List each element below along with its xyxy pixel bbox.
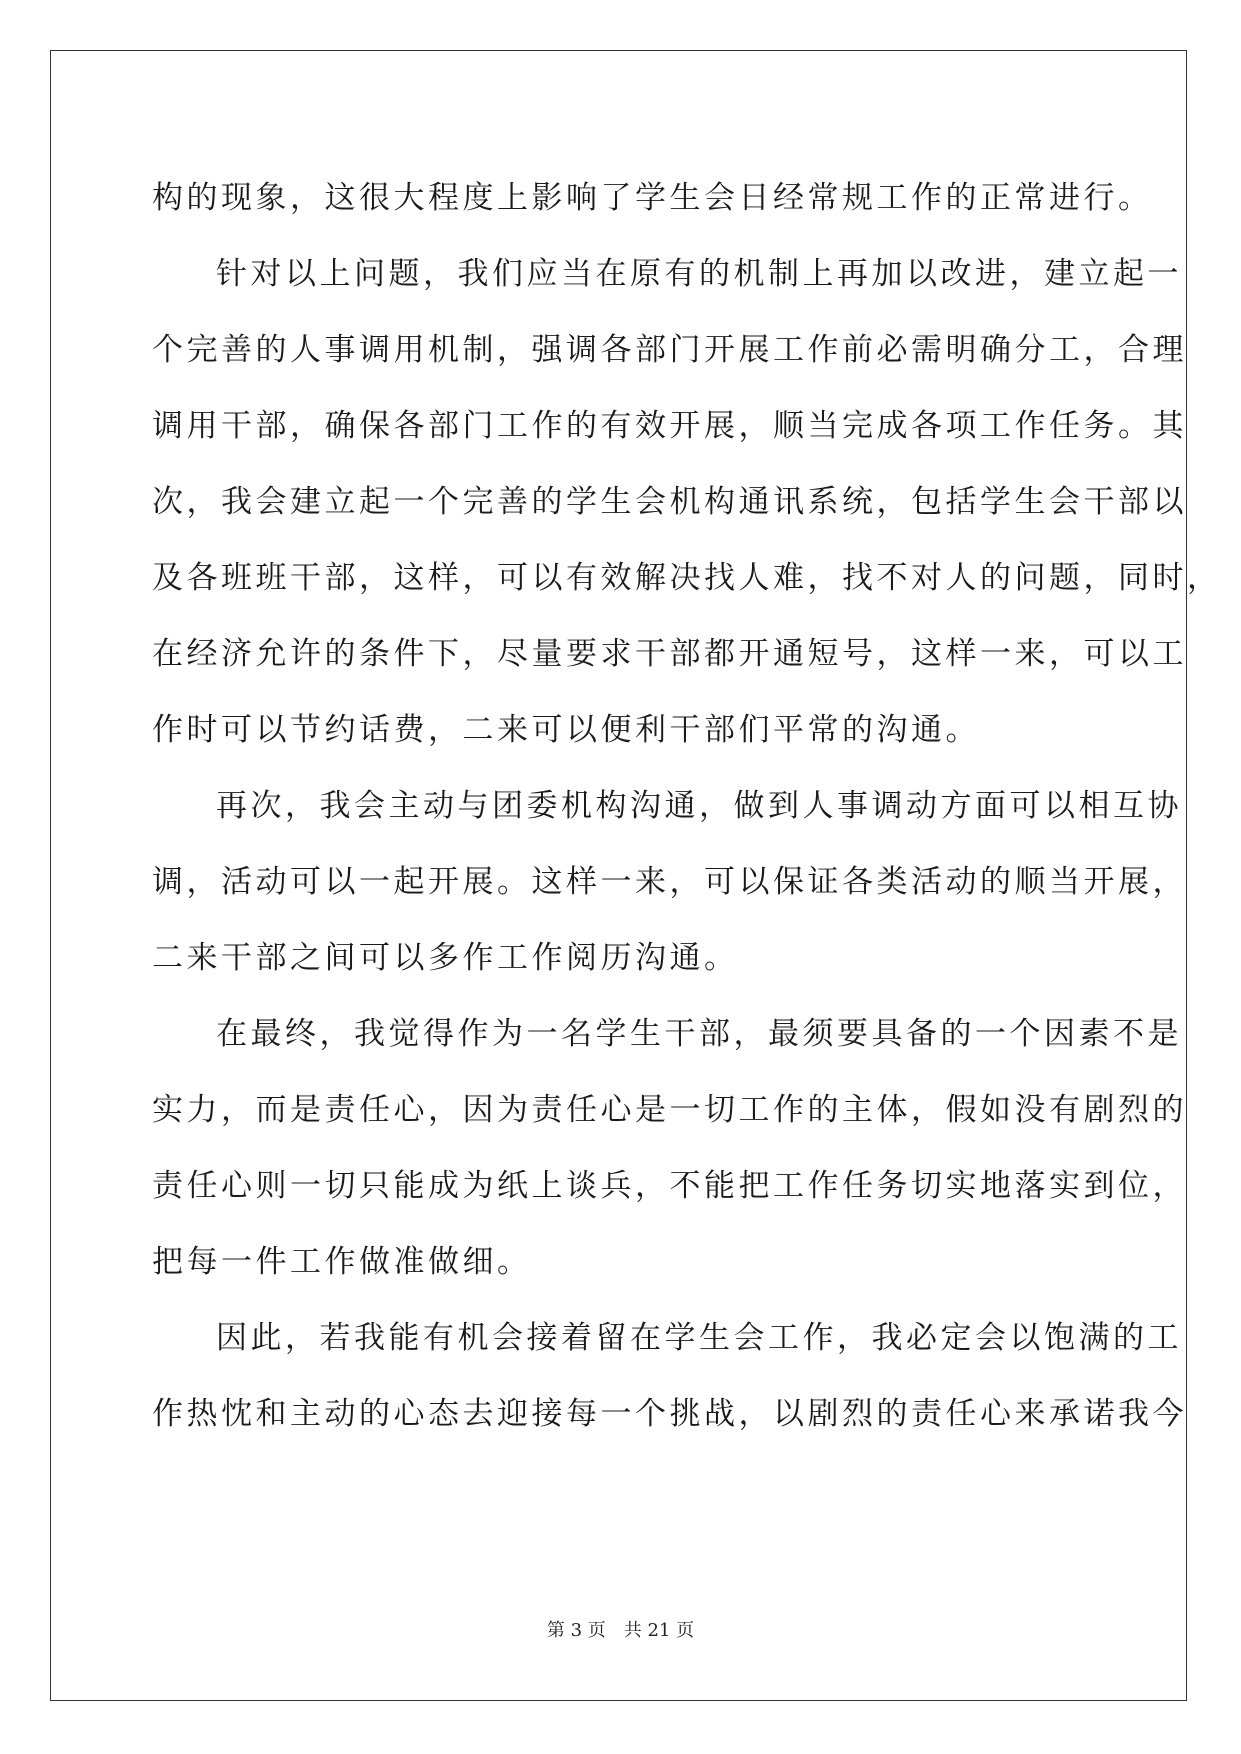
text-line: 针对以上问题，我们应当在原有的机制上再加以改进，建立起一 xyxy=(216,256,1182,292)
text-line: 及各班班干部，这样，可以有效解决找人难，找不对人的问题，同时， xyxy=(152,560,1222,596)
total-page-count: 共 21 页 xyxy=(623,1620,695,1641)
text-line: 二来干部之间可以多作工作阅历沟通。 xyxy=(152,940,739,976)
text-line: 把每一件工作做准做细。 xyxy=(152,1244,532,1280)
page-footer xyxy=(0,1616,1241,1642)
text-line: 调，活动可以一起开展。这样一来，可以保证各类活动的顺当开展， xyxy=(152,864,1187,900)
document-body xyxy=(152,160,1222,1452)
text-line: 个完善的人事调用机制，强调各部门开展工作前必需明确分工，合理 xyxy=(152,332,1187,368)
text-line: 构的现象，这很大程度上影响了学生会日经常规工作的正常进行。 xyxy=(152,180,1153,216)
text-line: 作热忱和主动的心态去迎接每一个挑战，以剧烈的责任心来承诺我今 xyxy=(152,1396,1187,1432)
text-line: 作时可以节约话费，二来可以便利干部们平常的沟通。 xyxy=(152,712,980,748)
text-line: 在经济允许的条件下，尽量要求干部都开通短号，这样一来，可以工 xyxy=(152,636,1187,672)
current-page-number: 第 3 页 xyxy=(546,1620,606,1641)
text-line: 实力，而是责任心，因为责任心是一切工作的主体，假如没有剧烈的 xyxy=(152,1092,1187,1128)
text-line: 调用干部，确保各部门工作的有效开展，顺当完成各项工作任务。其 xyxy=(152,408,1187,444)
text-line: 次，我会建立起一个完善的学生会机构通讯系统，包括学生会干部以 xyxy=(152,484,1187,520)
text-line: 责任心则一切只能成为纸上谈兵，不能把工作任务切实地落实到位， xyxy=(152,1168,1187,1204)
text-line: 因此，若我能有机会接着留在学生会工作，我必定会以饱满的工 xyxy=(216,1320,1182,1356)
text-line: 在最终，我觉得作为一名学生干部，最须要具备的一个因素不是 xyxy=(216,1016,1182,1052)
text-line: 再次，我会主动与团委机构沟通，做到人事调动方面可以相互协 xyxy=(216,788,1182,824)
